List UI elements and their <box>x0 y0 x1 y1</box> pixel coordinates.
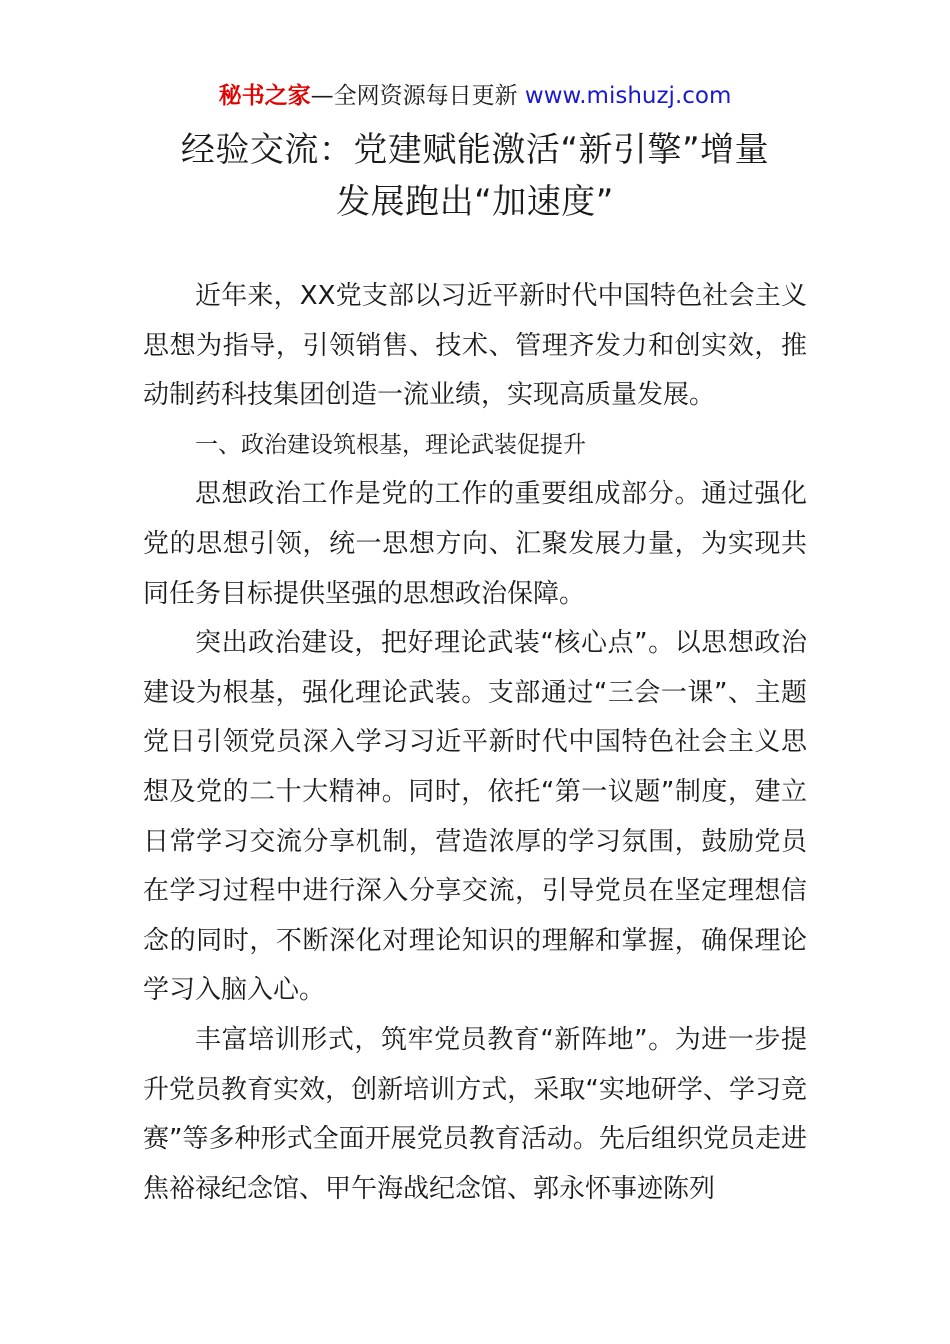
site-url-link[interactable]: www.mishuzj.com <box>524 83 732 109</box>
title-line-2: 发展跑出“加速度” <box>336 182 614 222</box>
paragraph-political-building: 突出政治建设，把好理论武装“核心点”。以思想政治建设为根基，强化理论武装。支部通过“三会一课”、主题党日引领党员深入学习习近平新时代中国特色社会主义思想及党的二十大精神。同时，依托“第一议题”制度，建立日常学习交流分享机制，营造浓厚的学习氛围，鼓励党员在学习过程中进行深入分享交流，引导党员在坚定理想信念的同时，不断深化对理论知识的理解和掌握，确保理论学习入脑入心。 <box>143 628 807 1006</box>
document-body <box>143 272 807 1214</box>
title-line-1: 经验交流：党建赋能激活“新引擎”增量 <box>180 130 770 170</box>
site-banner <box>0 80 950 112</box>
paragraph-intro: 近年来，XX党支部以习近平新时代中国特色社会主义思想为指导，引领销售、技术、管理齐发力和创实效，推动制药科技集团创造一流业绩，实现高质量发展。 <box>143 281 807 411</box>
paragraph-training-forms: 丰富培训形式，筑牢党员教育“新阵地”。为进一步提升党员教育实效，创新培训方式，采取“实地研学、学习竞赛”等多种形式全面开展党员教育活动。先后组织党员走进焦裕禄纪念馆、甲午海战纪念馆、郭永怀事迹陈列 <box>143 1024 807 1204</box>
document-title <box>0 124 950 228</box>
section-heading-1: 一、政治建设筑根基，理论武装促提升 <box>195 431 586 458</box>
site-tagline: —全网资源每日更新 <box>310 83 525 109</box>
paragraph-section-1-overview: 思想政治工作是党的工作的重要组成部分。通过强化党的思想引领，统一思想方向、汇聚发展力量，为实现共同任务目标提供坚强的思想政治保障。 <box>143 479 807 609</box>
site-brand: 秘书之家 <box>218 83 311 109</box>
